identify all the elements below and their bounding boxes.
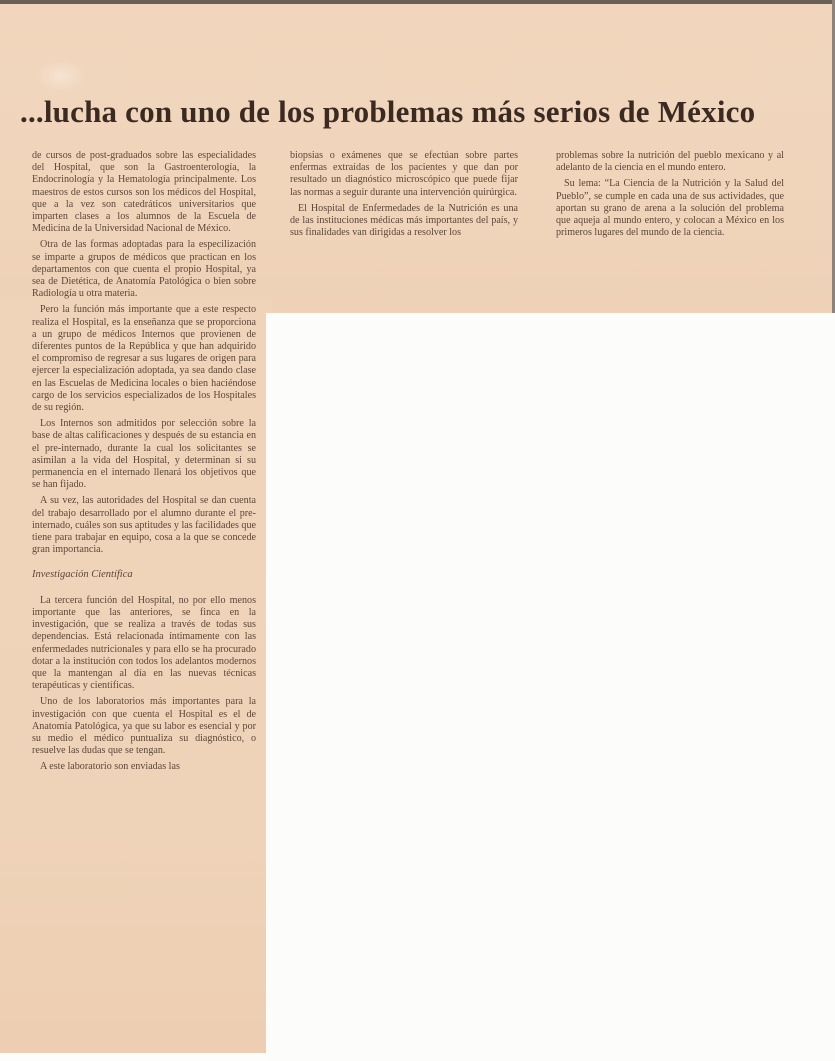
paragraph: A este laboratorio son enviadas las [40, 761, 180, 773]
paragraph: Otra de las formas adoptadas para la especilización se imparte a grupos de médicos que practican en los departamentos con que cuenta el propio Hospital, ya sea de Dietética, de Anatomía Patológica o bien sobre Radiología u otra materia. [32, 239, 256, 300]
paragraph: El Hospital de Enfermedades de la Nutrición es una de las instituciones médicas más importantes del país, y sus finalidades van dirigidas a resolver los [290, 202, 518, 239]
paragraph: A su vez, las autoridades del Hospital se dan cuenta del trabajo desarrollado por el alumno durante el pre-internado, cuáles son sus aptitudes y las facilidades que tiene para trabajar en equipo, cosa a la que se concede gran importancia. [32, 495, 256, 556]
paragraph: Pero la función más importante que a este respecto realiza el Hospital, es la enseñanza que se proporciona a un grupo de médicos Internos que provienen de diferentes puntos de la República y que han adquirido el compromiso de regresar a sus lugares de origen para ejercer la especialización adoptada, ya sea dando clase en las Escuelas de Medicina locales o bien haciéndose cargo de los servicios especializados de los Hospitales de su región. [32, 304, 256, 414]
scan-top-edge [0, 0, 835, 4]
article-column-1 [32, 150, 256, 778]
section-subhead: Investigación Científica [32, 568, 133, 580]
paragraph: problemas sobre la nutrición del pueblo mexicano y al adelanto de la ciencia en el mundo entero. [556, 150, 784, 174]
paragraph: La tercera función del Hospital, no por ello menos importante que las anteriores, se finca en la investigación, que se realiza a través de todas sus dependencias. Está relacionada íntimamente con las enfermedades nutricionales y para ello se ha procurado dotar a la institución con todos los adelantos modernos que la mantengan al día en las nuevas técnicas terapéuticas y científicas. [32, 594, 256, 692]
paragraph: de cursos de post-graduados sobre las especialidades del Hospital, que son la Gastroenterología, la Endocrinología y la Hematología principalmente. Los maestros de estos cursos son los médicos del Hospital, que a la vez son catedráticos universitarios que imparten clases a los alumnos de la Escuela de Medicina de la Universidad Nacional de México. [32, 150, 256, 235]
paragraph: Uno de los laboratorios más importantes para la investigación con que cuenta el Hospital es el de Anatomía Patológica, ya que su labor es esencial y por su medio el médico puntualiza su diagnóstico, o resuelve las dudas que se tengan. [32, 696, 256, 757]
paper-smudge [36, 60, 86, 92]
paragraph: Su lema: “La Ciencia de la Nutrición y la Salud del Pueblo”, se cumple en cada una de sus actividades, que aportan su grano de arena a la solución del problema que aqueja al mundo entero, y colocan a México en los primeros lugares del mundo de la ciencia. [556, 178, 784, 239]
blank-scan-area [266, 313, 835, 1061]
article-column-3 [556, 150, 784, 243]
article-headline: ...lucha con uno de los problemas más serios de México [20, 94, 756, 129]
paragraph: biopsias o exámenes que se efectúan sobre partes enfermas extraídas de los pacientes y que dan por resultado un diagnóstico microscópico que puede fijar las normas a seguir durante una intervención quirúrgica. [290, 150, 518, 198]
article-column-2 [290, 150, 518, 243]
paragraph: Los Internos son admitidos por selección sobre la base de altas calificaciones y después de su estancia en el pre-internado, durante la cual los solicitantes se asimilan a la vida del Hospital, y determinan si su permanencia en el internado llenará los objetivos que se han fijado. [32, 418, 256, 491]
